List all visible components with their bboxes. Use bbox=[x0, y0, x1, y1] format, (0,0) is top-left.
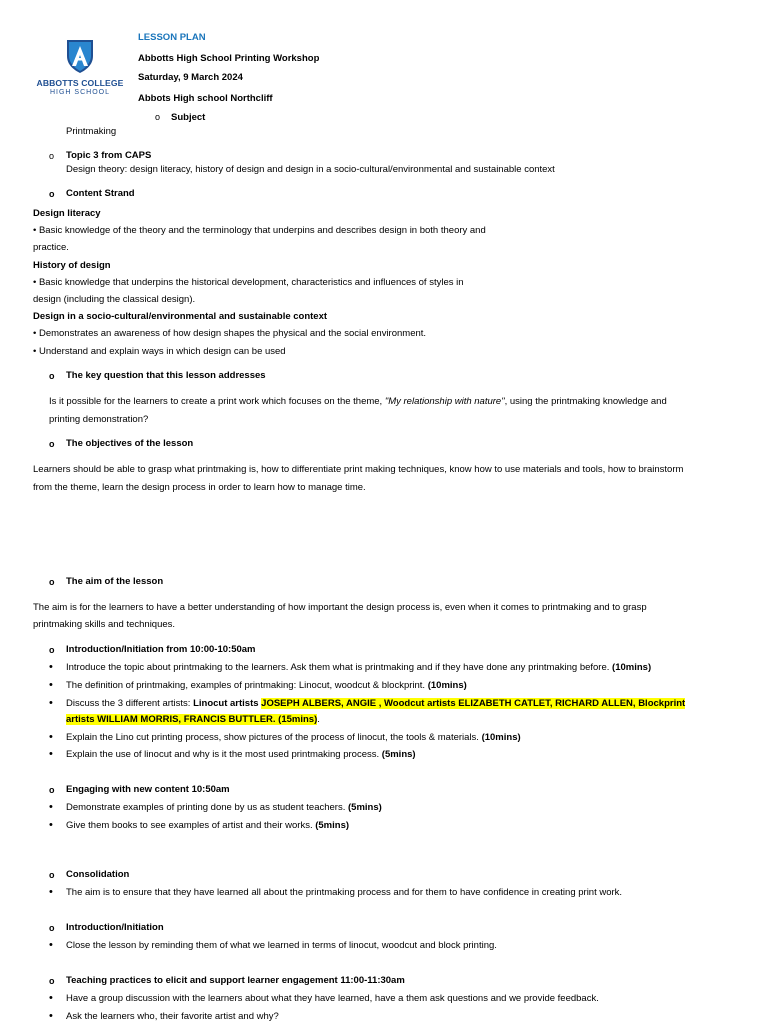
engaging-item-2 bbox=[66, 820, 349, 831]
bullet-subject: o bbox=[155, 112, 161, 122]
topic-label: Topic 3 from CAPS bbox=[66, 150, 152, 161]
intro2-label: Introduction/Initiation bbox=[66, 922, 164, 933]
engaging-item-2-time: (5mins) bbox=[315, 820, 350, 831]
intro-item-3-artists-cont: artists WILLIAM MORRIS, FRANCIS BUTTLER. (15mins) bbox=[66, 714, 318, 725]
dot-teaching-1: • bbox=[49, 992, 53, 1004]
consolidation-label: Consolidation bbox=[66, 869, 130, 880]
intro-label: Introduction/Initiation from 10:00-10:50am bbox=[66, 644, 256, 655]
intro-item-3-line1 bbox=[66, 698, 685, 709]
key-question-text-b: , using the printmaking knowledge and bbox=[504, 396, 667, 407]
aim-line1: The aim is for the learners to have a better understanding of how important the design process is, even when it comes to printmaking and to grasp bbox=[33, 602, 647, 613]
bullet-intro2: o bbox=[49, 923, 55, 933]
dot-intro-5: • bbox=[49, 748, 53, 760]
key-question-theme: "My relationship with nature" bbox=[384, 396, 505, 407]
intro-item-5-text: Explain the use of linocut and why is it the most used printmaking process. bbox=[66, 749, 382, 760]
history-line1: • Basic knowledge that underpins the historical development, characteristics and influences of styles in bbox=[33, 277, 464, 288]
design-literacy-heading: Design literacy bbox=[33, 208, 101, 219]
dot-intro-2: • bbox=[49, 679, 53, 691]
intro-item-2 bbox=[66, 680, 467, 691]
intro-item-4-text: Explain the Lino cut printing process, show pictures of the process of linocut, the tools & materials. bbox=[66, 732, 482, 743]
intro-item-2-text: The definition of printmaking, examples of printmaking: Linocut, woodcut & blockprint. bbox=[66, 680, 428, 691]
intro-item-3-linocut: Linocut artists bbox=[193, 698, 262, 709]
intro-item-5-time: (5mins) bbox=[381, 749, 416, 760]
aim-line2: printmaking skills and techniques. bbox=[33, 619, 176, 630]
subject-value: Printmaking bbox=[66, 126, 117, 137]
dot-intro-1: • bbox=[49, 661, 53, 673]
shield-icon bbox=[65, 38, 95, 74]
design-literacy-line1: • Basic knowledge of the theory and the terminology that underpins and describes design in both theory and bbox=[33, 225, 486, 236]
school-logo bbox=[32, 38, 128, 100]
bullet-engaging: o bbox=[49, 785, 55, 795]
workshop-title: Abbotts High School Printing Workshop bbox=[138, 53, 320, 64]
bullet-teaching: o bbox=[49, 976, 55, 986]
intro-item-3-line2 bbox=[66, 714, 320, 725]
engaging-item-1-time: (5mins) bbox=[348, 802, 382, 813]
engaging-label: Engaging with new content 10:50am bbox=[66, 784, 230, 795]
dot-consolidation-1: • bbox=[49, 886, 53, 898]
bullet-key-question: o bbox=[49, 371, 55, 381]
teaching-item-1: Have a group discussion with the learners about what they have learned, have a them ask questions and we provide feedback. bbox=[66, 993, 599, 1004]
bullet-objectives: o bbox=[49, 439, 55, 449]
bullet-topic: o bbox=[49, 151, 55, 161]
engaging-item-1 bbox=[66, 802, 382, 813]
topic-text: Design theory: design literacy, history of design and design in a socio-cultural/environmental and sustainable context bbox=[66, 164, 555, 175]
intro-item-1-text: Introduce the topic about printmaking to the learners. Ask them what is printmaking and if they have done any printmaking before. bbox=[66, 662, 613, 673]
teaching-label: Teaching practices to elicit and support learner engagement 11:00-11:30am bbox=[66, 975, 405, 986]
history-line2: design (including the classical design). bbox=[33, 294, 196, 305]
engaging-item-2-text: Give them books to see examples of artist and their works. bbox=[66, 820, 316, 831]
bullet-content-strand: o bbox=[49, 189, 55, 199]
objectives-line1: Learners should be able to grasp what printmaking is, how to differentiate print making techniques, know how to use materials and tools, how to brainstorm bbox=[33, 464, 684, 475]
content-strand-label: Content Strand bbox=[66, 188, 135, 199]
lesson-plan-title: LESSON PLAN bbox=[138, 32, 206, 43]
dot-teaching-2: • bbox=[49, 1010, 53, 1022]
logo-text-highschool: HIGH SCHOOL bbox=[49, 89, 110, 96]
dot-engaging-2: • bbox=[49, 819, 53, 831]
intro-item-3-text: Discuss the 3 different artists: bbox=[66, 698, 194, 709]
consolidation-item-1: The aim is to ensure that they have learned all about the printmaking process and for them to have confidence in creating print work. bbox=[66, 887, 623, 898]
intro-item-3-end: . bbox=[317, 714, 320, 725]
bullet-intro: o bbox=[49, 645, 55, 655]
key-question-line2: printing demonstration? bbox=[49, 414, 149, 425]
key-question-text-a: Is it possible for the learners to create a print work which focuses on the theme, bbox=[49, 396, 385, 407]
socio-line1: • Demonstrates an awareness of how design shapes the physical and the social environment. bbox=[33, 328, 427, 339]
intro-item-4-time: (10mins) bbox=[481, 732, 521, 743]
intro-item-2-time: (10mins) bbox=[427, 680, 467, 691]
design-literacy-line2: practice. bbox=[33, 242, 69, 253]
socio-line2: • Understand and explain ways in which design can be used bbox=[33, 346, 286, 357]
bullet-consolidation: o bbox=[49, 870, 55, 880]
key-question-label: The key question that this lesson addresses bbox=[66, 370, 266, 381]
dot-intro2-1: • bbox=[49, 939, 53, 951]
dot-engaging-1: • bbox=[49, 801, 53, 813]
engaging-item-1-text: Demonstrate examples of printing done by us as student teachers. bbox=[66, 802, 348, 813]
aim-label: The aim of the lesson bbox=[66, 576, 164, 587]
teaching-item-2: Ask the learners who, their favorite artist and why? bbox=[66, 1011, 279, 1022]
intro-item-1-time: (10mins) bbox=[612, 662, 652, 673]
objectives-label: The objectives of the lesson bbox=[66, 438, 194, 449]
lesson-location: Abbots High school Northcliff bbox=[138, 93, 273, 104]
key-question-line1 bbox=[49, 396, 667, 407]
objectives-line2: from the theme, learn the design process in order to learn how to manage time. bbox=[33, 482, 366, 493]
intro-item-1 bbox=[66, 662, 651, 673]
intro-item-3-artists: JOSEPH ALBERS, ANGIE , Woodcut artists ELIZABETH CATLET, RICHARD ALLEN, Blockprint bbox=[261, 698, 686, 709]
intro-item-5 bbox=[66, 749, 416, 760]
bullet-aim: o bbox=[49, 577, 55, 587]
intro2-item-1: Close the lesson by reminding them of what we learned in terms of linocut, woodcut and block printing. bbox=[66, 940, 497, 951]
logo-text-college: ABBOTTS COLLEGE bbox=[36, 78, 124, 88]
intro-item-4 bbox=[66, 732, 521, 743]
dot-intro-3: • bbox=[49, 697, 53, 709]
socio-heading: Design in a socio-cultural/environmental and sustainable context bbox=[33, 311, 328, 322]
lesson-date: Saturday, 9 March 2024 bbox=[138, 72, 243, 83]
history-heading: History of design bbox=[33, 260, 111, 271]
subject-label: Subject bbox=[171, 112, 206, 123]
dot-intro-4: • bbox=[49, 731, 53, 743]
